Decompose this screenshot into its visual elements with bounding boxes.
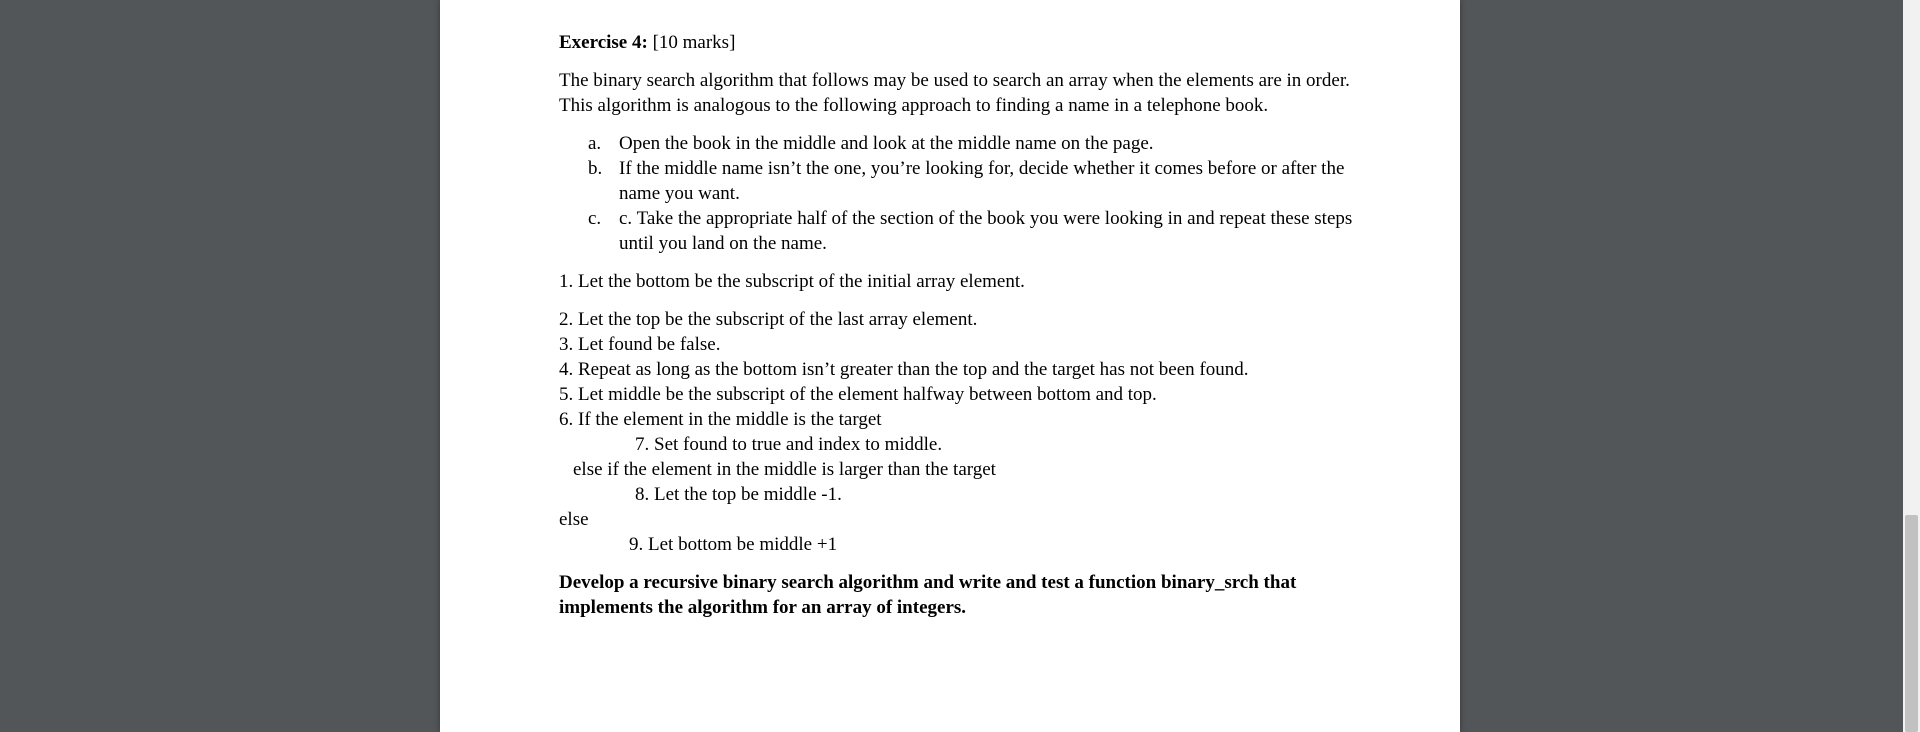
task-statement: Develop a recursive binary search algorithm and write and test a function binary_srch that implements the algorithm for an array of integers.	[559, 572, 1297, 618]
algorithm-step-2: 2. Let the top be the subscript of the last array element.	[559, 309, 978, 330]
exercise-heading	[559, 30, 1379, 55]
list-item-text: c. Take the appropriate half of the section of the book you were looking in and repeat these steps until you land on the name.	[619, 208, 1353, 254]
list-marker: a.	[588, 133, 602, 154]
algorithm-step-9: 9. Let bottom be middle +1	[629, 534, 838, 555]
list-item-text: Open the book in the middle and look at the middle name on the page.	[619, 133, 1154, 154]
list-marker: c.	[588, 208, 602, 229]
list-item	[559, 131, 1379, 156]
algorithm-else-if: else if the element in the middle is larger than the target	[573, 459, 996, 480]
algorithm-step-8: 8. Let the top be middle -1.	[635, 484, 842, 505]
algorithm-step-4: 4. Repeat as long as the bottom isn’t greater than the top and the target has not been found.	[559, 359, 1249, 380]
exercise-marks: [10 marks]	[652, 32, 736, 53]
algorithm-step-7: 7. Set found to true and index to middle.	[635, 434, 943, 455]
algorithm-else: else	[559, 509, 589, 530]
page-content	[559, 30, 1379, 620]
list-item	[559, 206, 1379, 256]
approach-list	[559, 131, 1379, 256]
algorithm-step-6: 6. If the element in the middle is the target	[559, 409, 882, 430]
list-marker: b.	[588, 158, 603, 179]
document-page	[440, 0, 1460, 732]
intro-paragraph: The binary search algorithm that follows may be used to search an array when the elements are in order. This algorithm is analogous to the following approach to finding a name in a telephone book.	[559, 70, 1350, 116]
algorithm-step-5: 5. Let middle be the subscript of the element halfway between bottom and top.	[559, 384, 1157, 405]
list-item-text: If the middle name isn’t the one, you’re looking for, decide whether it comes before or after the name you want.	[619, 158, 1345, 204]
vertical-scrollbar[interactable]	[1903, 0, 1920, 732]
algorithm-step-1: 1. Let the bottom be the subscript of the initial array element.	[559, 271, 1025, 292]
exercise-title: Exercise 4:	[559, 32, 648, 53]
list-item	[559, 156, 1379, 206]
scrollbar-thumb[interactable]	[1905, 515, 1918, 732]
algorithm-step-3: 3. Let found be false.	[559, 334, 721, 355]
